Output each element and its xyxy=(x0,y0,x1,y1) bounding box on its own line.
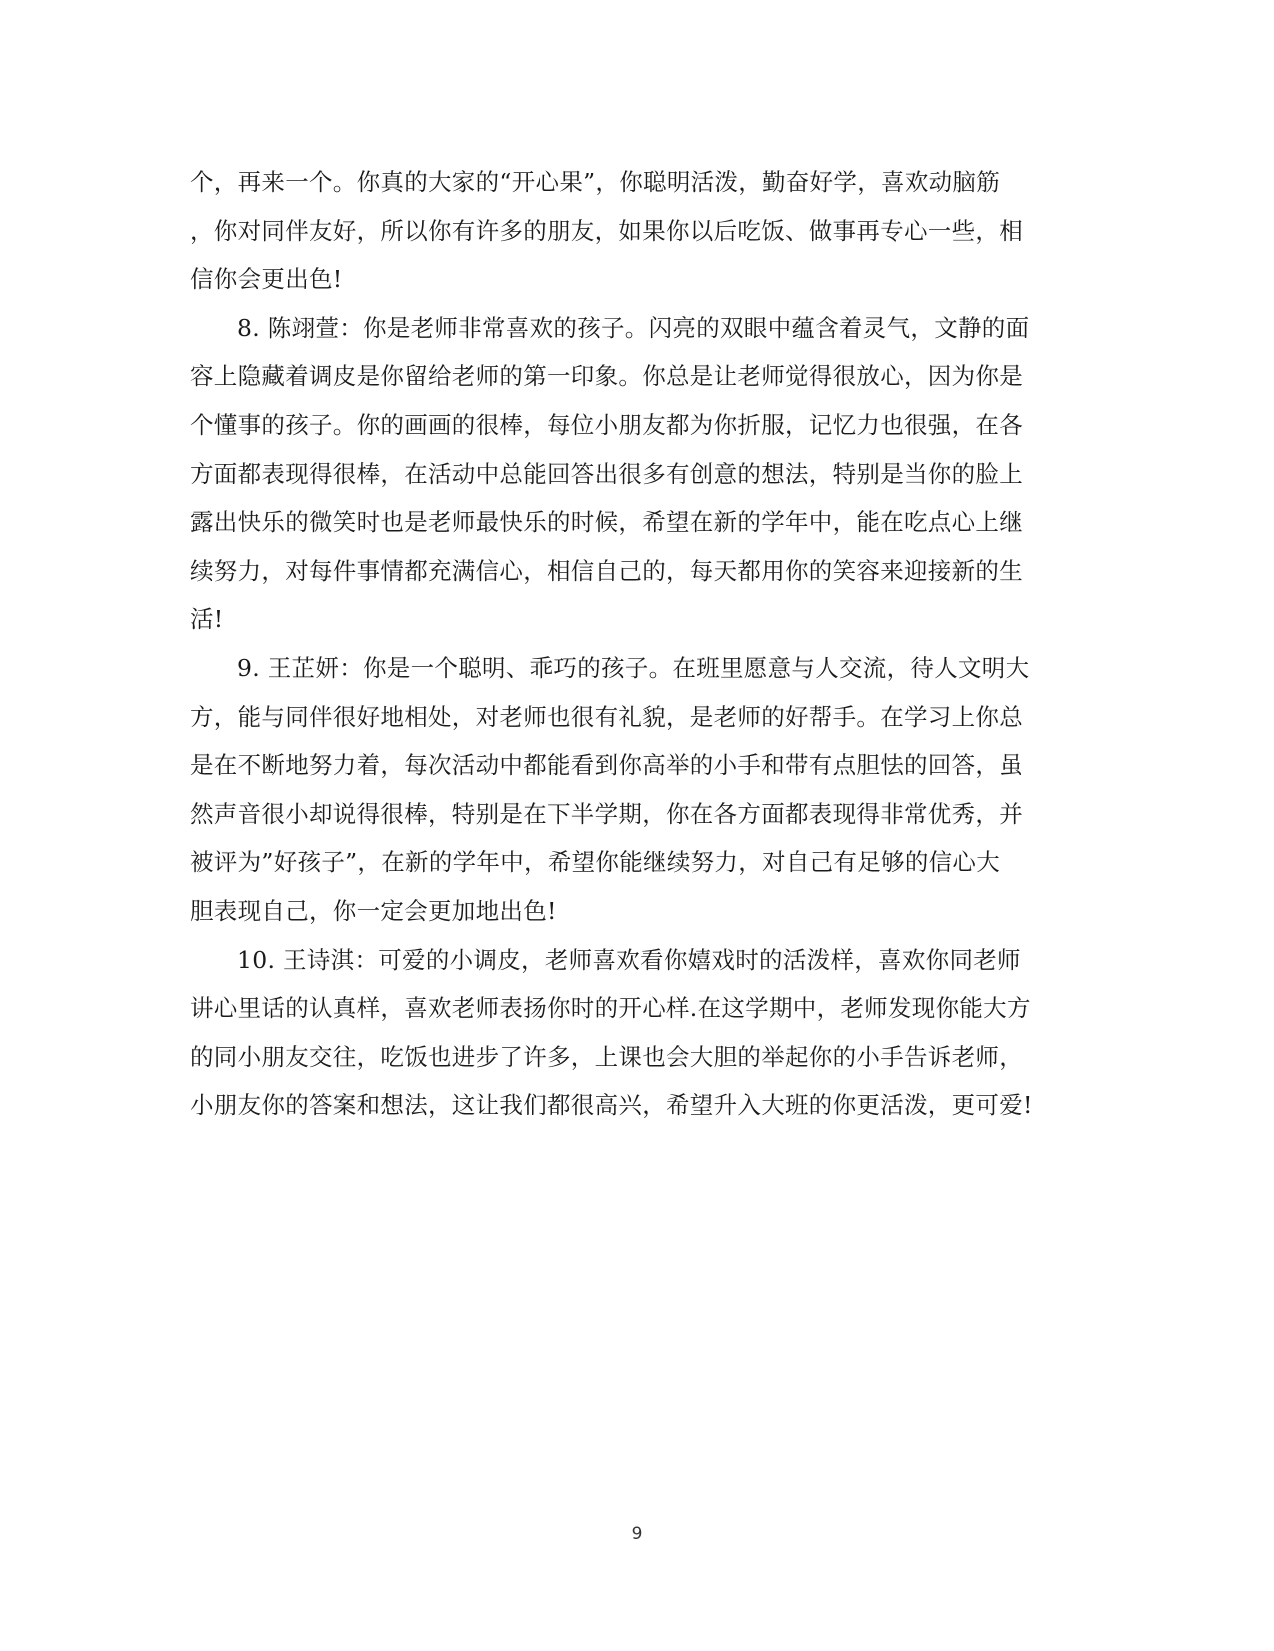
text-line: 被评为”好孩子”，在新的学年中，希望你能继续努力，对自己有足够的信心大 xyxy=(190,848,1001,877)
text-line: 10. 王诗淇：可爱的小调皮，老师喜欢看你嬉戏时的活泼样，喜欢你同老师 xyxy=(237,945,1021,974)
text-line: 活! xyxy=(190,605,224,634)
text-line: 露出快乐的微笑时也是老师最快乐的时候，希望在新的学年中，能在吃点心上继 xyxy=(190,508,1023,537)
text-line: 胆表现自己，你一定会更加地出色! xyxy=(190,896,557,925)
text-line: 8. 陈翊萱：你是老师非常喜欢的孩子。闪亮的双眼中蕴含着灵气，文静的面 xyxy=(237,313,1030,342)
text-line: 容上隐藏着调皮是你留给老师的第一印象。你总是让老师觉得很放心，因为你是 xyxy=(190,362,1023,391)
paragraph-item-9 xyxy=(190,644,1080,936)
document-body xyxy=(190,158,1080,1130)
paragraph-item-8 xyxy=(190,304,1080,644)
text-line: 个，再来一个。你真的大家的“开心果”，你聪明活泼，勤奋好学，喜欢动脑筋 xyxy=(190,168,1001,196)
text-line: ，你对同伴友好，所以你有许多的朋友，如果你以后吃饭、做事再专心一些，相 xyxy=(190,216,1023,245)
paragraph-item-10 xyxy=(190,936,1080,1130)
text-line: 小朋友你的答案和想法，这让我们都很高兴，希望升入大班的你更活泼，更可爱! xyxy=(190,1091,1033,1120)
text-line: 然声音很小却说得很棒，特别是在下半学期，你在各方面都表现得非常优秀，并 xyxy=(190,799,1023,828)
text-line: 的同小朋友交往，吃饭也进步了许多，上课也会大胆的举起你的小手告诉老师， xyxy=(190,1042,1023,1071)
text-line: 信你会更出色! xyxy=(190,265,343,294)
text-line: 续努力，对每件事情都充满信心，相信自己的，每天都用你的笑容来迎接新的生 xyxy=(190,556,1023,585)
text-line: 是在不断地努力着，每次活动中都能看到你高举的小手和带有点胆怯的回答，虽 xyxy=(190,751,1023,780)
text-line: 个懂事的孩子。你的画画的很棒，每位小朋友都为你折服，记忆力也很强，在各 xyxy=(190,410,1023,439)
text-line: 方面都表现得很棒，在活动中总能回答出很多有创意的想法，特别是当你的脸上 xyxy=(190,459,1023,488)
text-line: 方，能与同伴很好地相处，对老师也很有礼貌，是老师的好帮手。在学习上你总 xyxy=(190,702,1023,731)
text-line: 9. 王芷妍：你是一个聪明、乖巧的孩子。在班里愿意与人交流，待人文明大 xyxy=(237,653,1030,682)
paragraph-continuation xyxy=(190,158,1080,304)
page-number: 9 xyxy=(631,1524,643,1544)
text-line: 讲心里话的认真样，喜欢老师表扬你时的开心样.在这学期中，老师发现你能大方 xyxy=(190,994,1031,1023)
